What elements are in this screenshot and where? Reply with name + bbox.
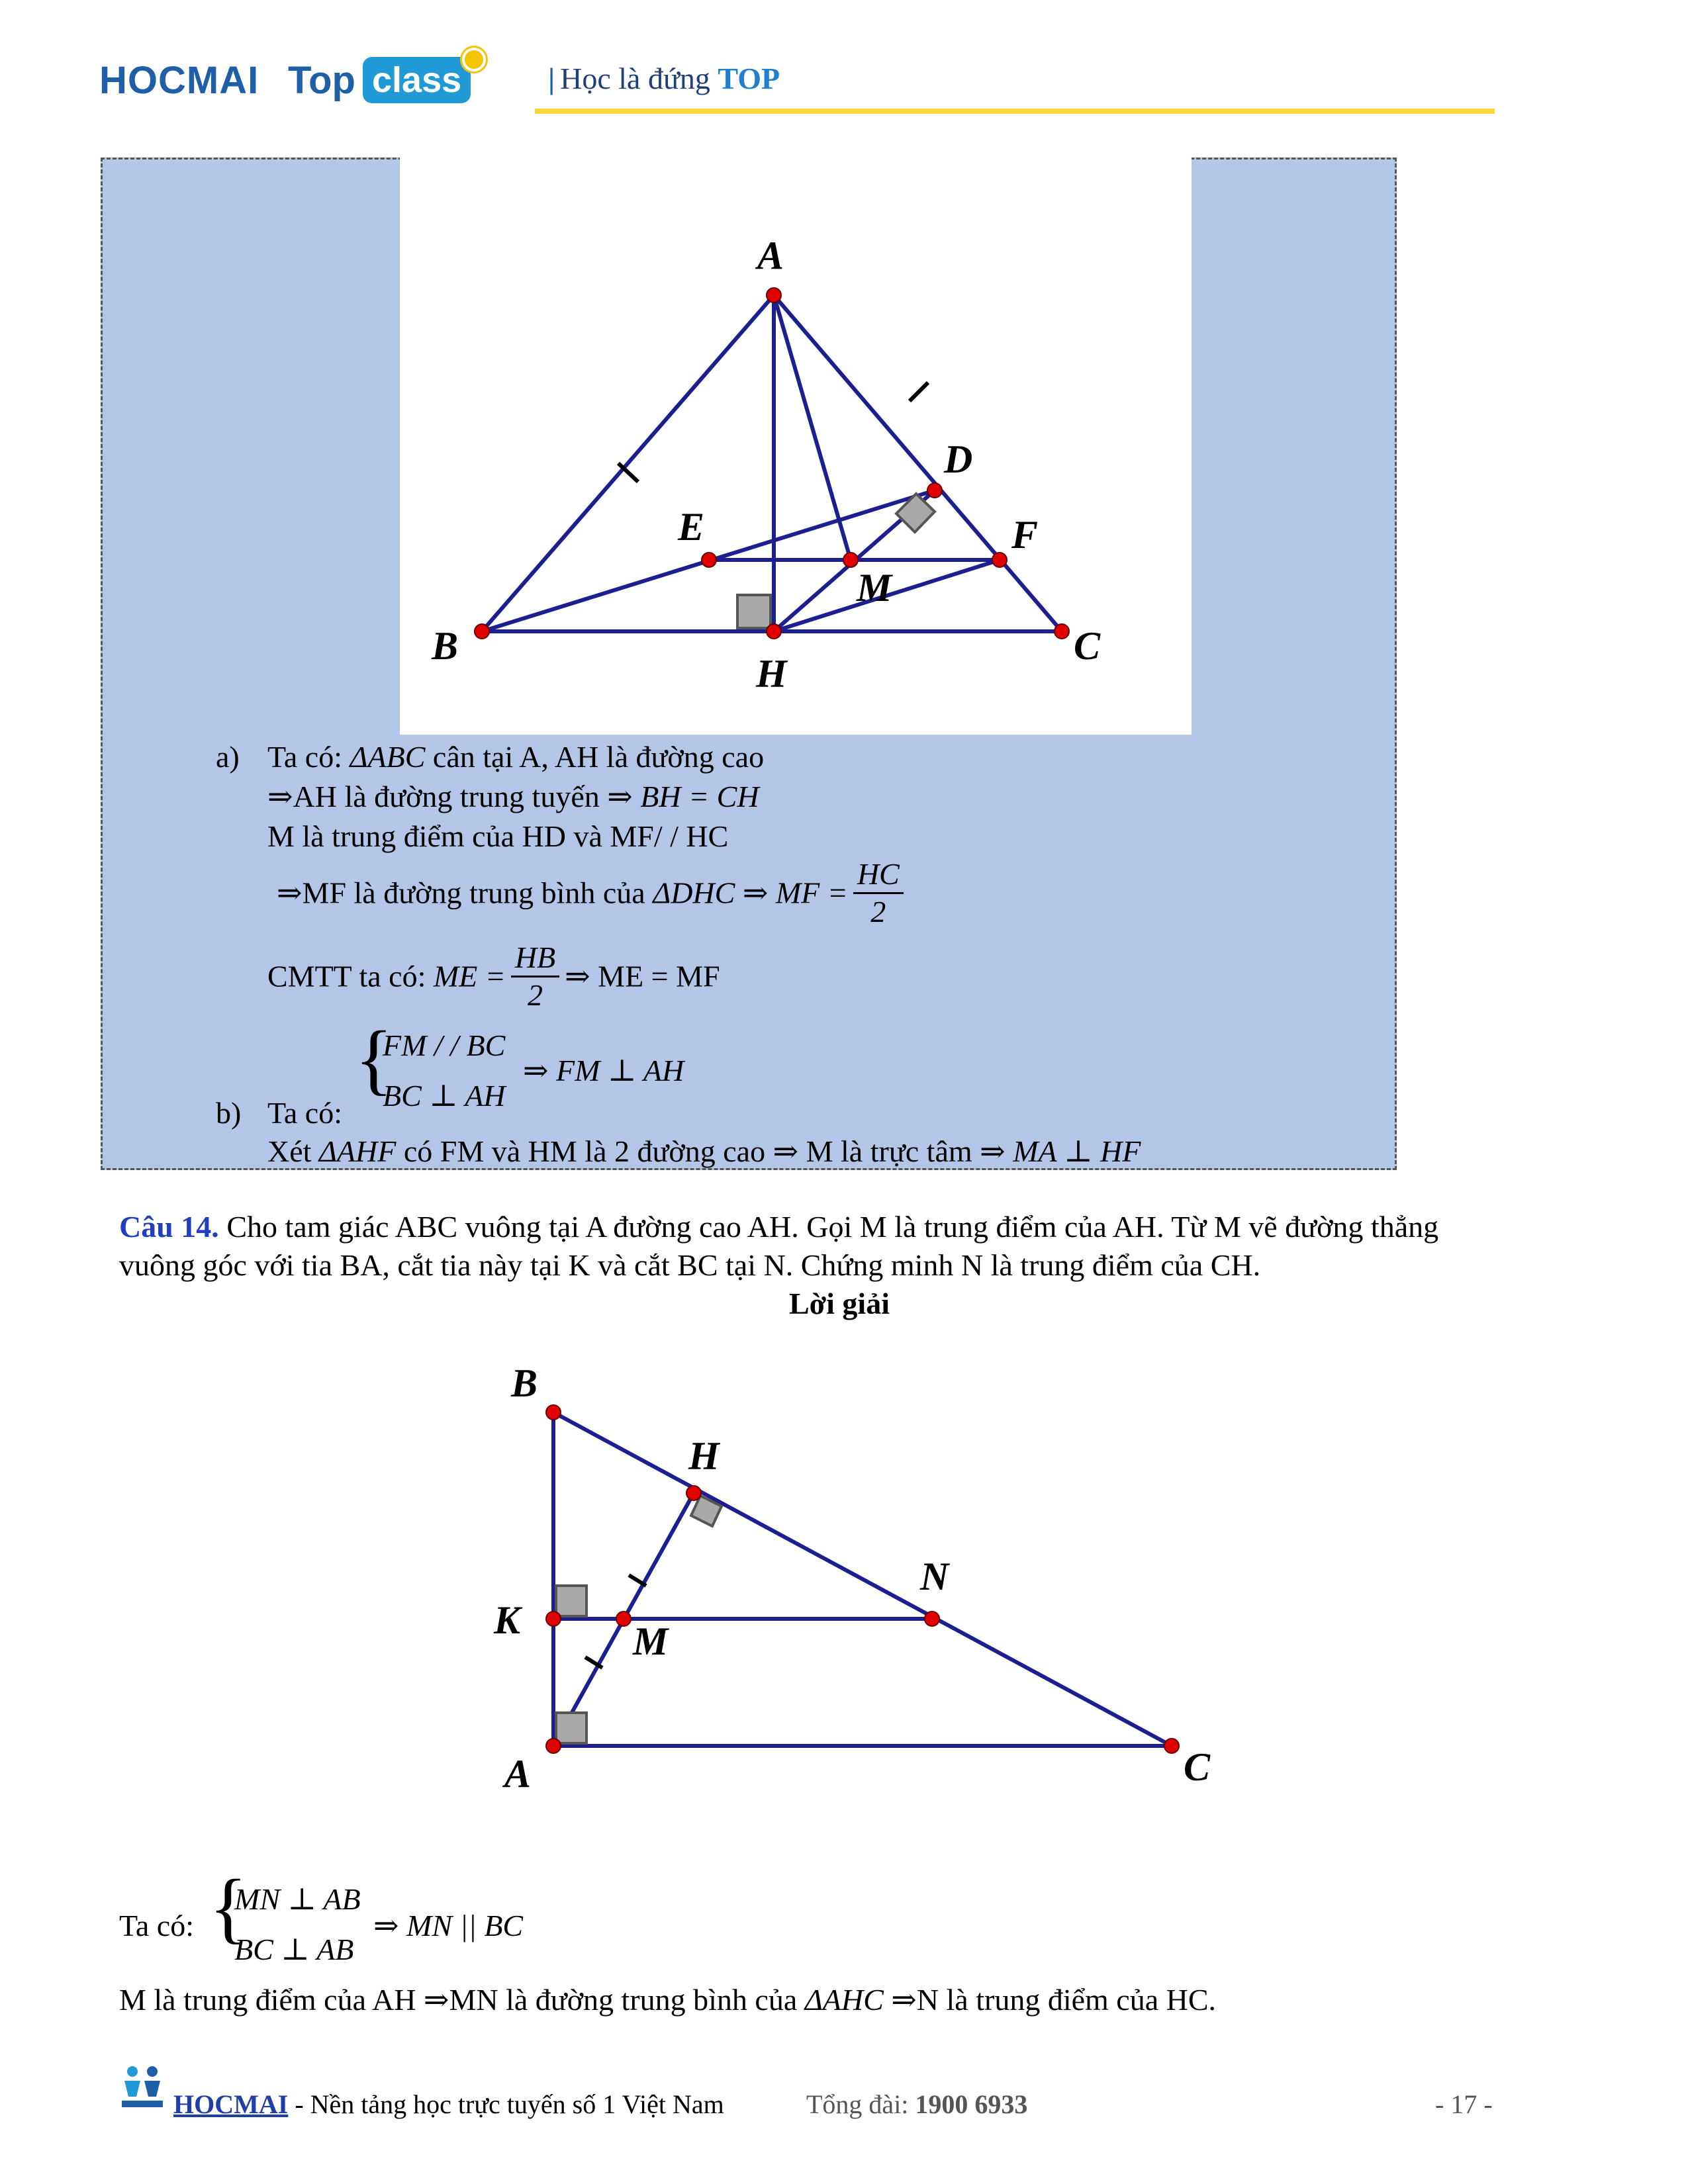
fig1-label-f: F — [1011, 513, 1039, 557]
sol14-line2-post: ⇒N là trung điểm của HC. — [883, 1983, 1217, 2017]
solution-b-label: b) — [216, 1096, 242, 1130]
a-line4-pre: ⇒MF là đường trung bình của — [277, 876, 653, 910]
tagline-bar: | — [548, 62, 555, 95]
fig2-label-c: C — [1184, 1745, 1211, 1789]
b-system-line2: BC ⊥ AH — [383, 1079, 506, 1113]
b-system-brace: { — [355, 1015, 393, 1103]
fig1-label-b: B — [432, 624, 459, 668]
sol14-system-line2: BC ⊥ AB — [234, 1933, 354, 1966]
solution-a-line2 — [267, 778, 759, 815]
fig2-label-n: N — [920, 1555, 949, 1598]
solution-a-line4 — [277, 856, 909, 930]
question-14-text1: Cho tam giác ABC vuông tại A đường cao AH. Gọi M là trung điểm của AH. Từ M vẽ đường thẳng — [218, 1210, 1439, 1244]
b-line2-pre: Xét — [267, 1134, 319, 1168]
footer-phone — [806, 2089, 1027, 2120]
b-line2-mid: có FM và HM là 2 đường cao — [396, 1134, 773, 1168]
footer-phone-number: 1900 6933 — [915, 2089, 1028, 2119]
figure-1-diagram — [400, 158, 1192, 735]
a-line4-den: 2 — [870, 895, 886, 929]
a-line1-suffix: cân tại A, AH là đường cao — [425, 740, 765, 774]
a-line5-fraction — [511, 940, 559, 1013]
sol14-system-result: ⇒ MN || BC — [373, 1909, 524, 1942]
fig2-label-k: K — [494, 1598, 521, 1642]
logo-class-badge: class — [363, 57, 471, 103]
a-line4-fraction — [853, 856, 904, 930]
logo-hocmai: HOCMAI — [99, 59, 259, 102]
a-line2-pre: ⇒AH là đường trung tuyến — [267, 780, 608, 813]
solution-a-line5 — [267, 940, 720, 1013]
solution-a-line1 — [267, 739, 764, 776]
figure-2-diagram — [490, 1343, 1238, 1807]
b-line2-math: ΔAHF — [318, 1134, 397, 1168]
figure-1-panel — [400, 158, 1192, 735]
a-line1-math: ΔABC — [350, 740, 426, 774]
logo-sun-icon — [462, 48, 486, 71]
sol14-line2 — [119, 1981, 1216, 2019]
question-14-line1 — [119, 1208, 1438, 1246]
b-system-line1: FM / / BC — [383, 1028, 506, 1062]
sol14-prefix: Ta có: — [119, 1909, 195, 1942]
footer-brand-link[interactable]: HOCMAI — [173, 2089, 289, 2119]
a-line1-prefix: Ta có: — [267, 740, 350, 774]
b-line2-res: ⇒ MA ⊥ HF — [980, 1134, 1141, 1168]
a-line4-math: ΔDHC ⇒ MF = — [653, 876, 848, 910]
tagline-text: Học là đứng — [560, 62, 718, 95]
question-14-line2: vuông góc với tia BA, cắt tia này tại K và cắt BC tại N. Chứng minh N là trung điểm của CH. — [119, 1248, 1261, 1282]
hocmai-footer-logo-icon — [119, 2064, 165, 2111]
footer-slogan — [173, 2089, 724, 2120]
solution-title: Lời giải — [789, 1287, 890, 1320]
question-14-label: Câu 14. — [119, 1210, 219, 1244]
sol14-line2-arrow: ⇒ — [423, 1983, 449, 2017]
fig1-label-a: A — [757, 234, 784, 277]
fig2-label-a: A — [504, 1752, 532, 1796]
b-line2-mid2: M là trực tâm — [798, 1134, 980, 1168]
a-line5-math: ME = — [433, 959, 506, 993]
fig1-label-m: M — [857, 566, 892, 610]
sol14-line2-pre: M là trung điểm của AH — [119, 1983, 424, 2017]
fig1-label-c: C — [1074, 624, 1101, 668]
a-line4-num: HC — [853, 856, 904, 894]
logo-top: Top — [288, 59, 355, 102]
b-line2-arrow1: ⇒ — [773, 1134, 799, 1168]
solution-b-line1: Ta có: — [267, 1096, 343, 1130]
a-line5-post: ⇒ ME = MF — [565, 959, 720, 993]
page-number: - 17 - — [1435, 2089, 1493, 2119]
fig2-label-m: M — [633, 1619, 669, 1663]
sol14-system-brace: { — [209, 1863, 248, 1951]
b-system-result: ⇒ FM ⊥ AH — [523, 1054, 684, 1087]
sol14-system-line1: MN ⊥ AB — [234, 1882, 361, 1916]
solution-b-line2 — [267, 1133, 1141, 1170]
a-line5-num: HB — [511, 940, 559, 978]
fig1-label-e: E — [678, 505, 705, 549]
sol14-line2-math: ΔAHC — [804, 1983, 884, 2017]
fig1-label-d: D — [944, 437, 973, 481]
fig2-label-h: H — [688, 1434, 720, 1478]
fig2-label-b: B — [511, 1361, 538, 1405]
a-line2-math: ⇒ BH = CH — [607, 780, 759, 813]
footer-phone-label: Tổng đài: — [806, 2089, 915, 2119]
a-line5-den: 2 — [527, 978, 543, 1012]
header-tagline — [548, 61, 780, 96]
header-divider — [535, 109, 1495, 114]
a-line5-pre: CMTT ta có: — [267, 959, 434, 993]
footer-slogan-text: - Nền tảng học trực tuyến số 1 Việt Nam — [288, 2089, 724, 2119]
solution-a-line3: M là trung điểm của HD và MF/ / HC — [267, 819, 729, 853]
tagline-top: TOP — [718, 62, 780, 95]
sol14-line2-mid: MN là đường trung bình của — [449, 1983, 805, 2017]
fig1-label-h: H — [756, 652, 787, 696]
solution-a-label: a) — [216, 740, 240, 774]
